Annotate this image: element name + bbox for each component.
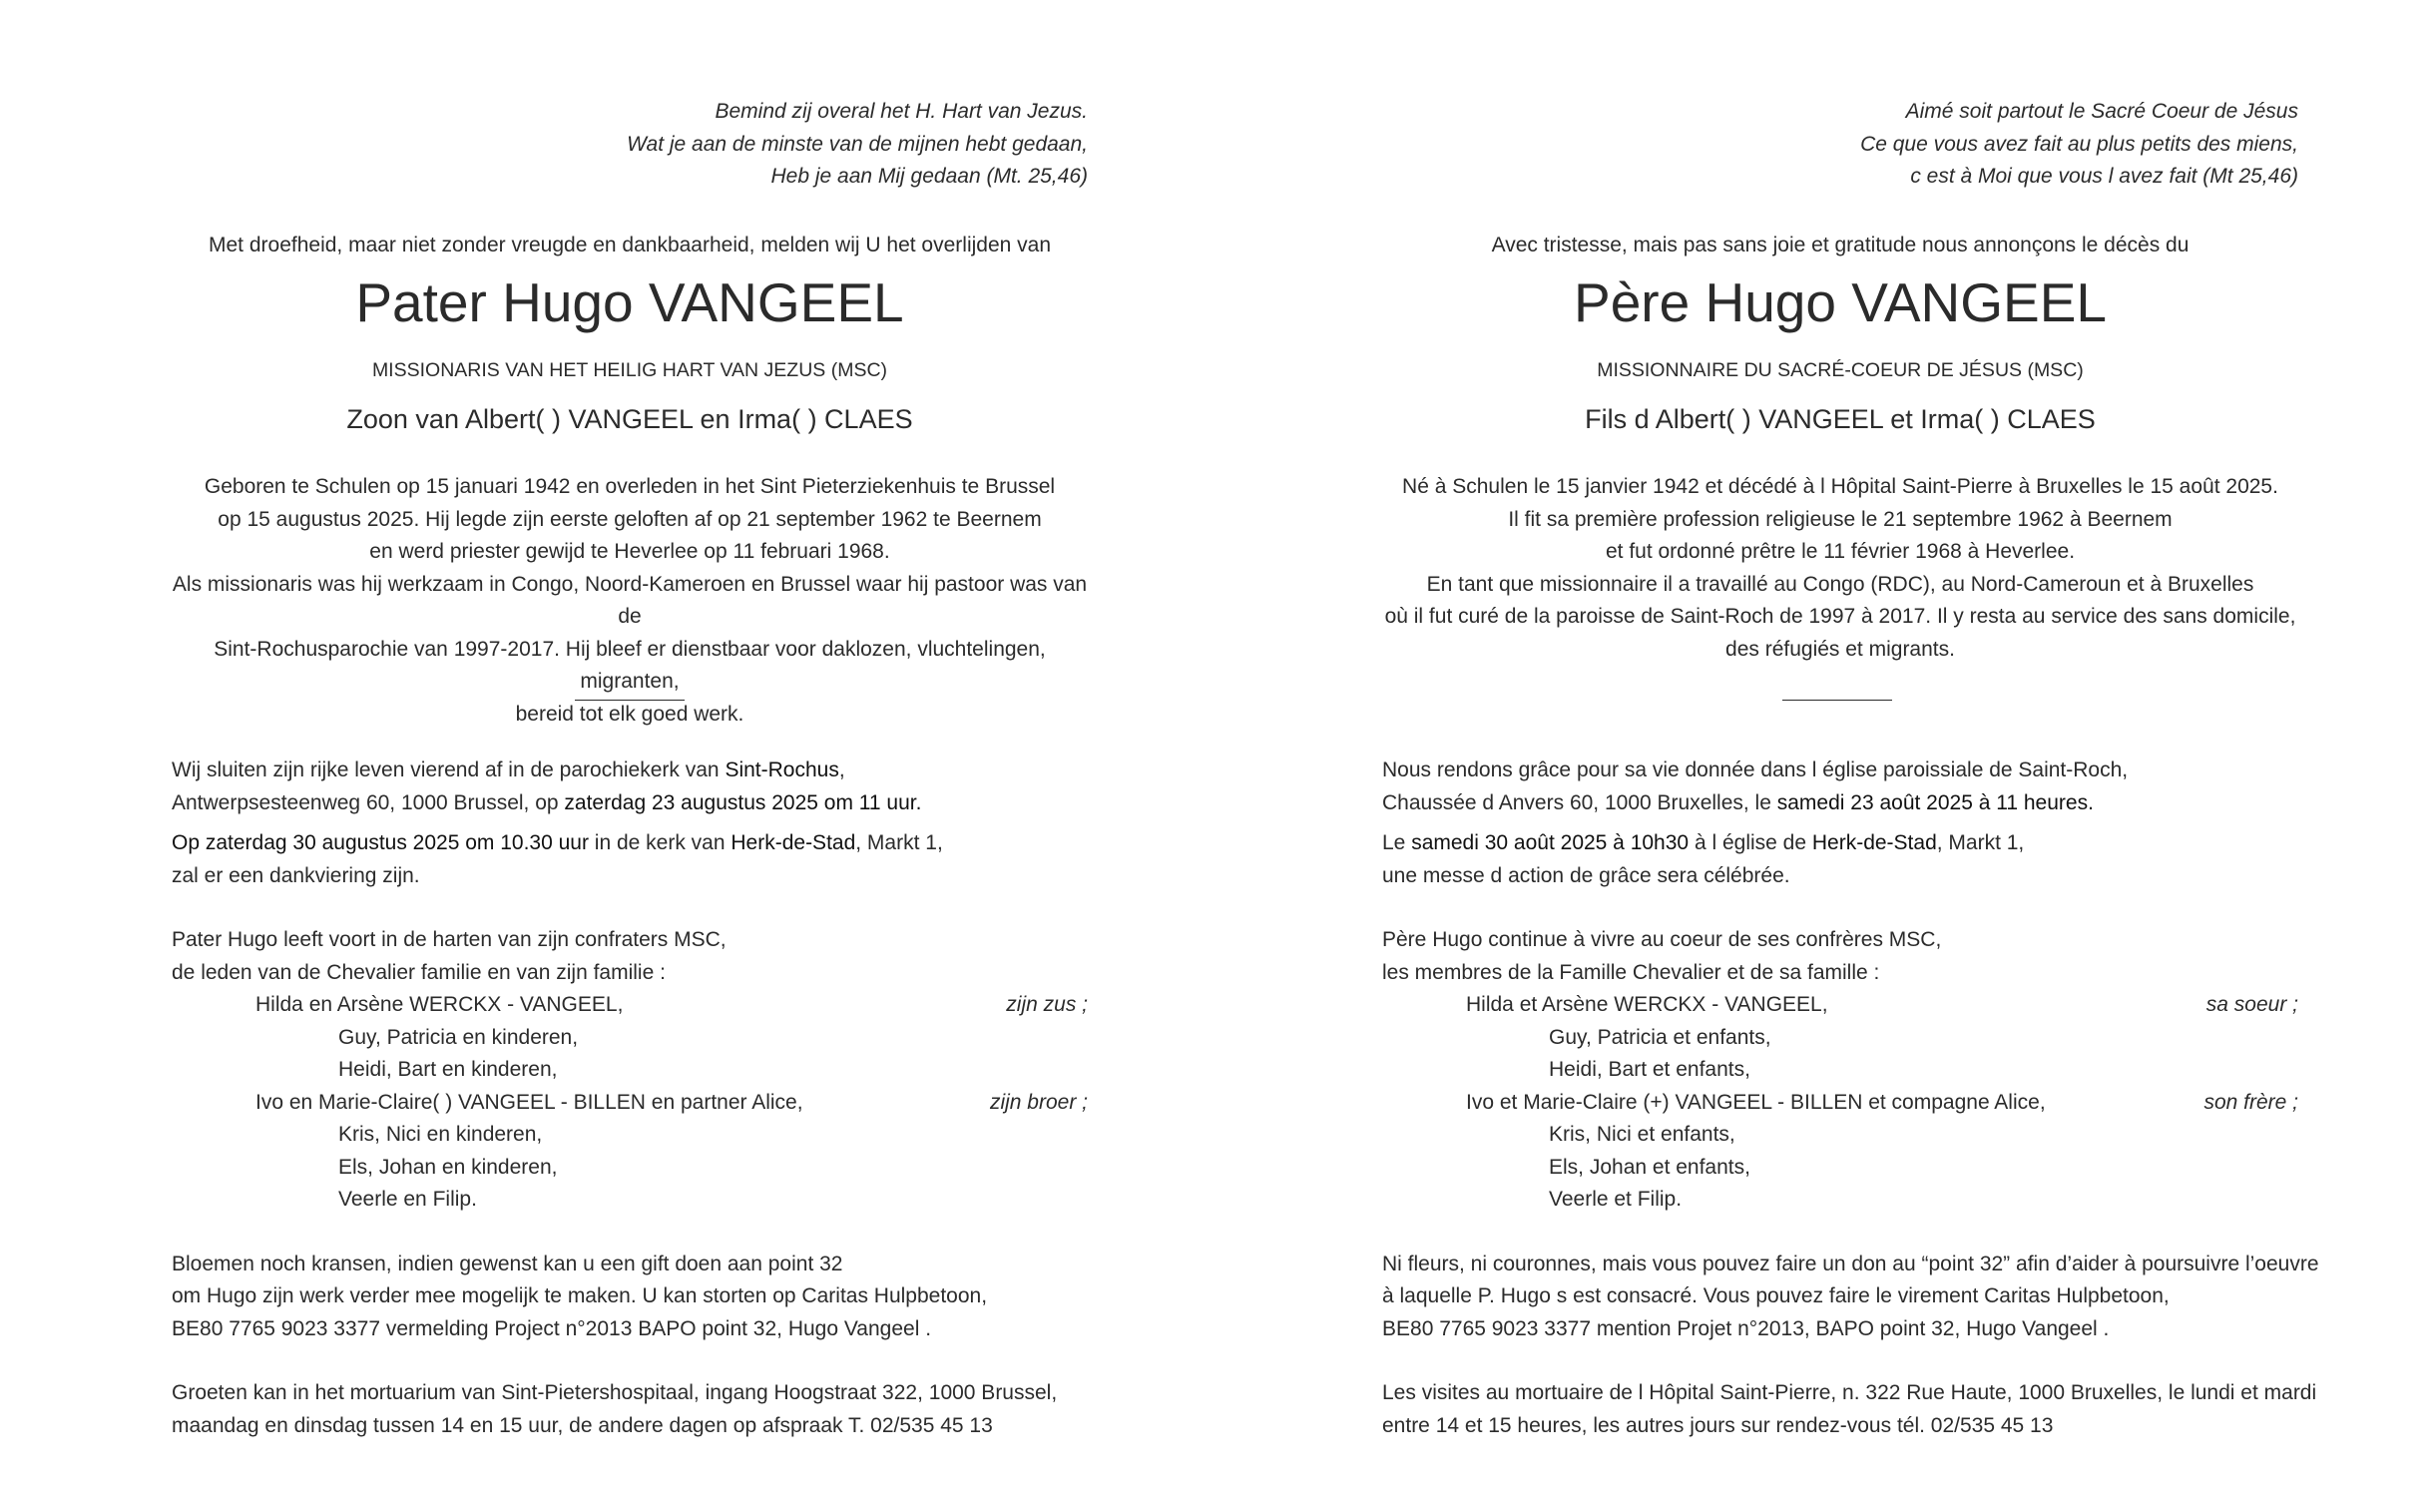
relation-label: zijn zus ;: [1006, 993, 1088, 1016]
announcement-intro: Avec tristesse, mais pas sans joie et gratitude nous annonçons le décès du: [1491, 234, 2190, 256]
family-member: Guy, Patricia et enfants,: [1549, 1025, 1771, 1049]
family-member: Kris, Nici et enfants,: [1549, 1123, 1735, 1146]
visit-line: Groeten kan in het mortuarium van Sint-Pietershospitaal, ingang Hoogstraat 322, 1000 Brussel,: [172, 1381, 1058, 1404]
service-line: Le samedi 30 août 2025 à 10h30 à l église de Herk-de-Stad, Markt 1,: [1382, 831, 2025, 854]
biography: Geboren te Schulen op 15 januari 1942 en overleden in het Sint Pieterziekenhuis te Brussel op 15 augustus 2025. Hij legde zijn eerste geloften af op 21 september 1962 te Beernem en werd priester gewijd te Heverlee op 11 februari 1968. Als missionaris was hij werkzaam in Congo, Noord-Kameroen en Brussel waar hij pastoor was van de Sint-Rochusparochie van 1997-2017. Hij bleef er dienstbaar voor daklozen, vluchtelingen, migranten, bereid tot elk goed werk.: [172, 475, 1088, 726]
gift-line: Bloemen noch kransen, indien gewenst kan u een gift doen aan point 32: [172, 1252, 843, 1275]
visit-line: maandag en dinsdag tussen 14 en 15 uur, de andere dagen op afspraak T. 02/535 45 13: [172, 1413, 993, 1437]
deceased-name: Pater Hugo VANGEEL: [355, 271, 904, 333]
family-member: Heidi, Bart et enfants,: [1549, 1058, 1750, 1081]
parents-line: Fils d Albert( ) VANGEEL et Irma( ) CLAES: [1585, 404, 2096, 434]
family-member: Hilda en Arsène WERCKX - VANGEEL, zijn zus ;: [172, 989, 1088, 1022]
gift-line: Ni fleurs, ni couronnes, mais vous pouvez faire un don au “point 32” afin d’aider à poursuivre l’oeuvre: [1382, 1252, 2319, 1275]
family-intro: Père Hugo continue à vivre au coeur de ses confrères MSC,: [1382, 928, 1942, 951]
gift-line: à laquelle P. Hugo s est consacré. Vous pouvez faire le virement Caritas Hulpbetoon,: [1382, 1284, 2170, 1307]
dutch-column: [172, 0, 1088, 1512]
service-line: une messe d action de grâce sera célébrée.: [1382, 863, 1790, 887]
relation-label: zijn broer ;: [989, 1090, 1088, 1114]
deceased-name: Père Hugo VANGEEL: [1574, 271, 2107, 333]
separator-line: [575, 700, 685, 701]
gift-line: om Hugo zijn werk verder mee mogelijk te maken. U kan storten op Caritas Hulpbetoon,: [172, 1284, 988, 1307]
family-member: Els, Johan en kinderen,: [338, 1155, 558, 1179]
family-intro: Pater Hugo leeft voort in de harten van zijn confraters MSC,: [172, 928, 727, 951]
family-member: Veerle et Filip.: [1549, 1188, 1683, 1211]
relation-label: son frère ;: [2203, 1090, 2298, 1114]
family-intro: de leden van de Chevalier familie en van zijn familie :: [172, 960, 666, 984]
bible-quote: Aimé soit partout le Sacré Coeur de Jésus Ce que vous avez fait au plus petits des miens, c est à Moi que vous l avez fait (Mt 25,46): [1860, 100, 2298, 188]
family-member: Veerle en Filip.: [338, 1188, 477, 1211]
gift-line: BE80 7765 9023 3377 vermelding Project n°2013 BAPO point 32, Hugo Vangeel .: [172, 1316, 932, 1340]
service-line: Wij sluiten zijn rijke leven vierend af in de parochiekerk van Sint-Rochus,: [172, 758, 845, 781]
separator-line: [1782, 700, 1892, 701]
family-member: Ivo et Marie-Claire (+) VANGEEL - BILLEN et compagne Alice, son frère ;: [1382, 1087, 2298, 1120]
service-line: zal er een dankviering zijn.: [172, 863, 420, 887]
bible-quote: Bemind zij overal het H. Hart van Jezus. Wat je aan de minste van de mijnen hebt gedaan, Heb je aan Mij gedaan (Mt. 25,46): [627, 100, 1088, 188]
service-line: Op zaterdag 30 augustus 2025 om 10.30 uur in de kerk van Herk-de-Stad, Markt 1,: [172, 831, 943, 854]
biography: Né à Schulen le 15 janvier 1942 et décédé à l Hôpital Saint-Pierre à Bruxelles le 15 août 2025. Il fit sa première profession religieuse le 21 septembre 1962 à Beernem et fut ordonné prêtre le 11 février 1968 à Heverlee. En tant que missionnaire il a travaillé au Congo (RDC), au Nord-Cameroun et à Bruxelles où il fut curé de la paroisse de Saint-Roch de 1997 à 2017. Il y resta au service des sans domicile, des réfugiés et migrants.: [1384, 475, 2296, 661]
gift-line: BE80 7765 9023 3377 mention Projet n°2013, BAPO point 32, Hugo Vangeel .: [1382, 1316, 2110, 1340]
family-intro: les membres de la Famille Chevalier et de sa famille :: [1382, 960, 1880, 984]
family-member: Guy, Patricia en kinderen,: [338, 1025, 579, 1049]
religious-order: MISSIONARIS VAN HET HEILIG HART VAN JEZUS (MSC): [371, 359, 888, 381]
family-member: Ivo en Marie-Claire( ) VANGEEL - BILLEN en partner Alice, zijn broer ;: [172, 1087, 1088, 1120]
family-member: Kris, Nici en kinderen,: [338, 1123, 543, 1146]
family-member: Hilda et Arsène WERCKX - VANGEEL, sa soeur ;: [1382, 989, 2298, 1022]
parents-line: Zoon van Albert( ) VANGEEL en Irma( ) CLAES: [346, 404, 913, 434]
announcement-intro: Met droefheid, maar niet zonder vreugde en dankbaarheid, melden wij U het overlijden van: [209, 234, 1051, 256]
details-body: [1382, 755, 2319, 1442]
details-body: [172, 755, 1088, 1442]
service-line: Nous rendons grâce pour sa vie donnée dans l église paroissiale de Saint-Roch,: [1382, 758, 2129, 781]
visit-line: Les visites au mortuaire de l Hôpital Saint-Pierre, n. 322 Rue Haute, 1000 Bruxelles, le lundi et mardi: [1382, 1381, 2317, 1404]
visit-line: entre 14 et 15 heures, les autres jours sur rendez-vous tél. 02/535 45 13: [1382, 1413, 2054, 1437]
relation-label: sa soeur ;: [2205, 993, 2298, 1016]
service-line: Antwerpsesteenweg 60, 1000 Brussel, op zaterdag 23 augustus 2025 om 11 uur.: [172, 790, 922, 814]
french-column: [1382, 0, 2319, 1512]
family-member: Els, Johan et enfants,: [1549, 1155, 1750, 1179]
family-member: Heidi, Bart en kinderen,: [338, 1058, 558, 1081]
religious-order: MISSIONNAIRE DU SACRÉ-COEUR DE JÉSUS (MSC): [1597, 359, 2084, 381]
service-line: Chaussée d Anvers 60, 1000 Bruxelles, le samedi 23 août 2025 à 11 heures.: [1382, 790, 2094, 814]
